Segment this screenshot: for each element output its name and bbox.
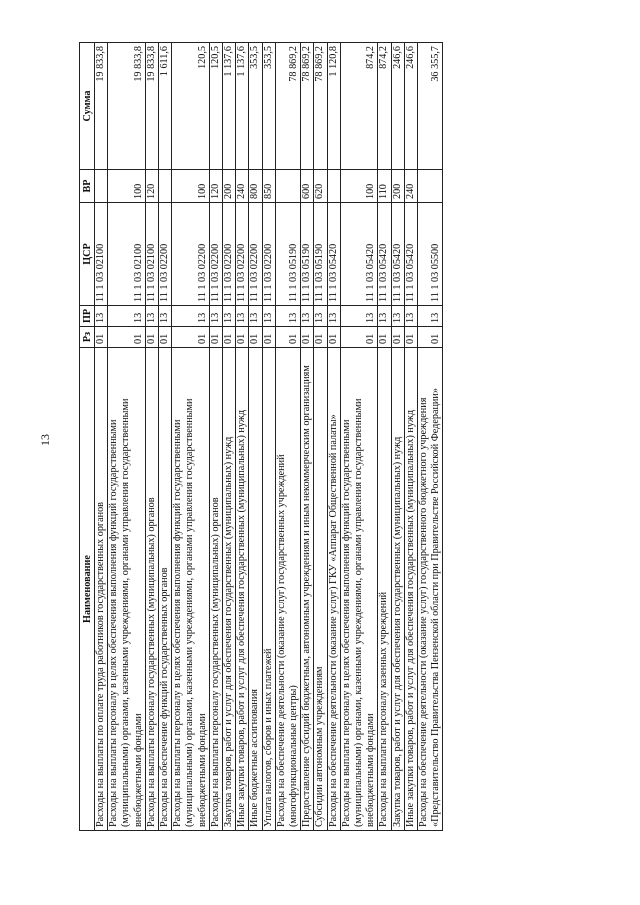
row-csr: 11 1 03 02200 (223, 203, 236, 306)
row-name: Уплата налогов, сборов и иных платежей (262, 348, 275, 831)
row-vr: 600 (301, 170, 314, 203)
header-pr: ПР (80, 306, 95, 327)
row-rz: 01 (340, 327, 378, 348)
row-name: Иные бюджетные ассигнования (249, 348, 262, 831)
row-sum: 246,6 (404, 43, 417, 170)
table-row (327, 43, 340, 831)
table-row (340, 43, 378, 831)
row-csr: 11 1 03 05420 (404, 203, 417, 306)
row-name: Расходы на выплаты персоналу государственных (муниципальных) органов (209, 348, 222, 831)
row-pr: 13 (391, 306, 404, 327)
header-csr: ЦСР (80, 203, 95, 306)
row-pr: 13 (108, 306, 146, 327)
row-csr: 11 1 03 02200 (236, 203, 249, 306)
row-vr: 800 (249, 170, 262, 203)
row-rz: 01 (209, 327, 222, 348)
row-sum: 19 833,8 (108, 43, 146, 170)
table-row (314, 43, 327, 831)
table-row (249, 43, 262, 831)
budget-table (79, 42, 443, 831)
row-name: Расходы на выплаты персоналу государственных (муниципальных) органов (145, 348, 158, 831)
row-rz: 01 (262, 327, 275, 348)
row-rz: 01 (301, 327, 314, 348)
table-row (108, 43, 146, 831)
row-vr (95, 170, 108, 203)
row-csr: 11 1 03 02200 (249, 203, 262, 306)
row-vr (275, 170, 300, 203)
row-pr: 13 (249, 306, 262, 327)
row-pr: 13 (95, 306, 108, 327)
row-vr (327, 170, 340, 203)
header-vr: ВР (80, 170, 95, 203)
row-sum: 19 833,8 (145, 43, 158, 170)
row-csr: 11 1 03 02100 (108, 203, 146, 306)
table-row (404, 43, 417, 831)
row-rz: 01 (145, 327, 158, 348)
table-row (418, 43, 443, 831)
row-sum: 36 355,7 (418, 43, 443, 170)
row-sum: 120,5 (172, 43, 210, 170)
row-rz: 01 (236, 327, 249, 348)
row-csr: 11 1 03 05420 (378, 203, 391, 306)
row-csr: 11 1 03 02200 (262, 203, 275, 306)
row-name: Расходы на обеспечение функций государственных органов (159, 348, 172, 831)
row-name: Расходы на обеспечение деятельности (оказание услуг) государственных учреждений (многофункциональные центры) (275, 348, 300, 831)
row-pr: 13 (223, 306, 236, 327)
row-rz: 01 (108, 327, 146, 348)
row-csr: 11 1 03 02200 (159, 203, 172, 306)
row-csr: 11 1 03 05190 (301, 203, 314, 306)
row-rz: 01 (327, 327, 340, 348)
row-vr: 620 (314, 170, 327, 203)
header-sum: Сумма (80, 43, 95, 170)
page-number: 13 (38, 434, 52, 446)
row-name: Закупка товаров, работ и услуг для обеспечения государственных (муниципальных) нужд (391, 348, 404, 831)
header-name: Наименование (80, 348, 95, 831)
row-sum: 1 137,6 (223, 43, 236, 170)
row-vr: 200 (391, 170, 404, 203)
row-rz: 01 (95, 327, 108, 348)
row-name: Предоставление субсидий бюджетным, автономным учреждениям и иным некоммерческим организациям (301, 348, 314, 831)
row-sum: 874,2 (340, 43, 378, 170)
row-vr: 100 (172, 170, 210, 203)
row-csr: 11 1 03 05500 (418, 203, 443, 306)
row-sum: 353,5 (249, 43, 262, 170)
row-sum: 353,5 (262, 43, 275, 170)
row-sum: 1 120,8 (327, 43, 340, 170)
row-name: Закупка товаров, работ и услуг для обеспечения государственных (муниципальных) нужд (223, 348, 236, 831)
row-rz: 01 (159, 327, 172, 348)
table-row (223, 43, 236, 831)
row-pr: 13 (172, 306, 210, 327)
table-row (275, 43, 300, 831)
row-csr: 11 1 03 05420 (391, 203, 404, 306)
row-vr: 100 (340, 170, 378, 203)
row-csr: 11 1 03 02200 (172, 203, 210, 306)
row-pr: 13 (327, 306, 340, 327)
row-rz: 01 (275, 327, 300, 348)
row-vr: 100 (108, 170, 146, 203)
row-pr: 13 (236, 306, 249, 327)
row-sum: 19 833,8 (95, 43, 108, 170)
row-sum: 874,2 (378, 43, 391, 170)
row-rz: 01 (391, 327, 404, 348)
row-rz: 01 (249, 327, 262, 348)
table-row (209, 43, 222, 831)
row-rz: 01 (314, 327, 327, 348)
row-name: Расходы на выплаты по оплате труда работников государственных органов (95, 348, 108, 831)
row-pr: 13 (262, 306, 275, 327)
row-rz: 01 (378, 327, 391, 348)
row-pr: 13 (378, 306, 391, 327)
table-header-row (80, 43, 95, 831)
row-name: Расходы на выплаты персоналу казенных учреждений (378, 348, 391, 831)
row-csr: 11 1 03 02100 (95, 203, 108, 306)
table-row (378, 43, 391, 831)
row-name: Расходы на обеспечение деятельности (оказание услуг) ГКУ «Аппарат Общественной палаты» (327, 348, 340, 831)
row-vr (159, 170, 172, 203)
row-vr: 120 (209, 170, 222, 203)
row-csr: 11 1 03 05190 (314, 203, 327, 306)
row-csr: 11 1 03 05420 (327, 203, 340, 306)
row-pr: 13 (314, 306, 327, 327)
row-rz: 01 (172, 327, 210, 348)
table-row (301, 43, 314, 831)
table-row (172, 43, 210, 831)
row-csr: 11 1 03 02100 (145, 203, 158, 306)
row-sum: 120,5 (209, 43, 222, 170)
row-sum: 1 137,6 (236, 43, 249, 170)
row-name: Иные закупки товаров, работ и услуг для обеспечения государственных (муниципальных) нужд (236, 348, 249, 831)
row-name: Субсидии автономным учреждениям (314, 348, 327, 831)
row-name: Расходы на обеспечение деятельности (оказание услуг) государственного бюджетного учреждения «Представительство Правительства Пензенской области при Правительстве Российской Федерации» (418, 348, 443, 831)
table-row (95, 43, 108, 831)
table-row (262, 43, 275, 831)
table-body (95, 43, 443, 831)
row-sum: 246,6 (391, 43, 404, 170)
row-name: Расходы на выплаты персоналу в целях обеспечения выполнения функций государственными (муниципальными) органами, казенными учреждениями, органами управления государственными внебюджетными фондами (340, 348, 378, 831)
row-sum: 1 611,6 (159, 43, 172, 170)
row-sum: 78 869,2 (301, 43, 314, 170)
row-pr: 13 (418, 306, 443, 327)
row-csr: 11 1 03 05420 (340, 203, 378, 306)
row-name: Расходы на выплаты персоналу в целях обеспечения выполнения функций государственными (муниципальными) органами, казенными учреждениями, органами управления государственными внебюджетными фондами (172, 348, 210, 831)
row-sum: 78 869,2 (314, 43, 327, 170)
row-csr: 11 1 03 05190 (275, 203, 300, 306)
row-vr: 200 (223, 170, 236, 203)
row-pr: 13 (159, 306, 172, 327)
table-row (159, 43, 172, 831)
row-pr: 13 (301, 306, 314, 327)
row-pr: 13 (340, 306, 378, 327)
row-vr: 240 (236, 170, 249, 203)
row-sum: 78 869,2 (275, 43, 300, 170)
row-pr: 13 (275, 306, 300, 327)
row-vr: 850 (262, 170, 275, 203)
row-pr: 13 (404, 306, 417, 327)
row-name: Иные закупки товаров, работ и услуг для обеспечения государственных (муниципальных) нужд (404, 348, 417, 831)
row-vr: 110 (378, 170, 391, 203)
row-rz: 01 (418, 327, 443, 348)
row-rz: 01 (223, 327, 236, 348)
row-vr (418, 170, 443, 203)
table-row (145, 43, 158, 831)
row-vr: 120 (145, 170, 158, 203)
table-row (391, 43, 404, 831)
row-pr: 13 (145, 306, 158, 327)
row-vr: 240 (404, 170, 417, 203)
rotated-table-wrapper (79, 43, 443, 831)
row-name: Расходы на выплаты персоналу в целях обеспечения выполнения функций государственными (муниципальными) органами, казенными учреждениями, органами управления государственными внебюджетными фондами (108, 348, 146, 831)
row-rz: 01 (404, 327, 417, 348)
row-csr: 11 1 03 02200 (209, 203, 222, 306)
header-rz: Рз (80, 327, 95, 348)
row-pr: 13 (209, 306, 222, 327)
table-row (236, 43, 249, 831)
